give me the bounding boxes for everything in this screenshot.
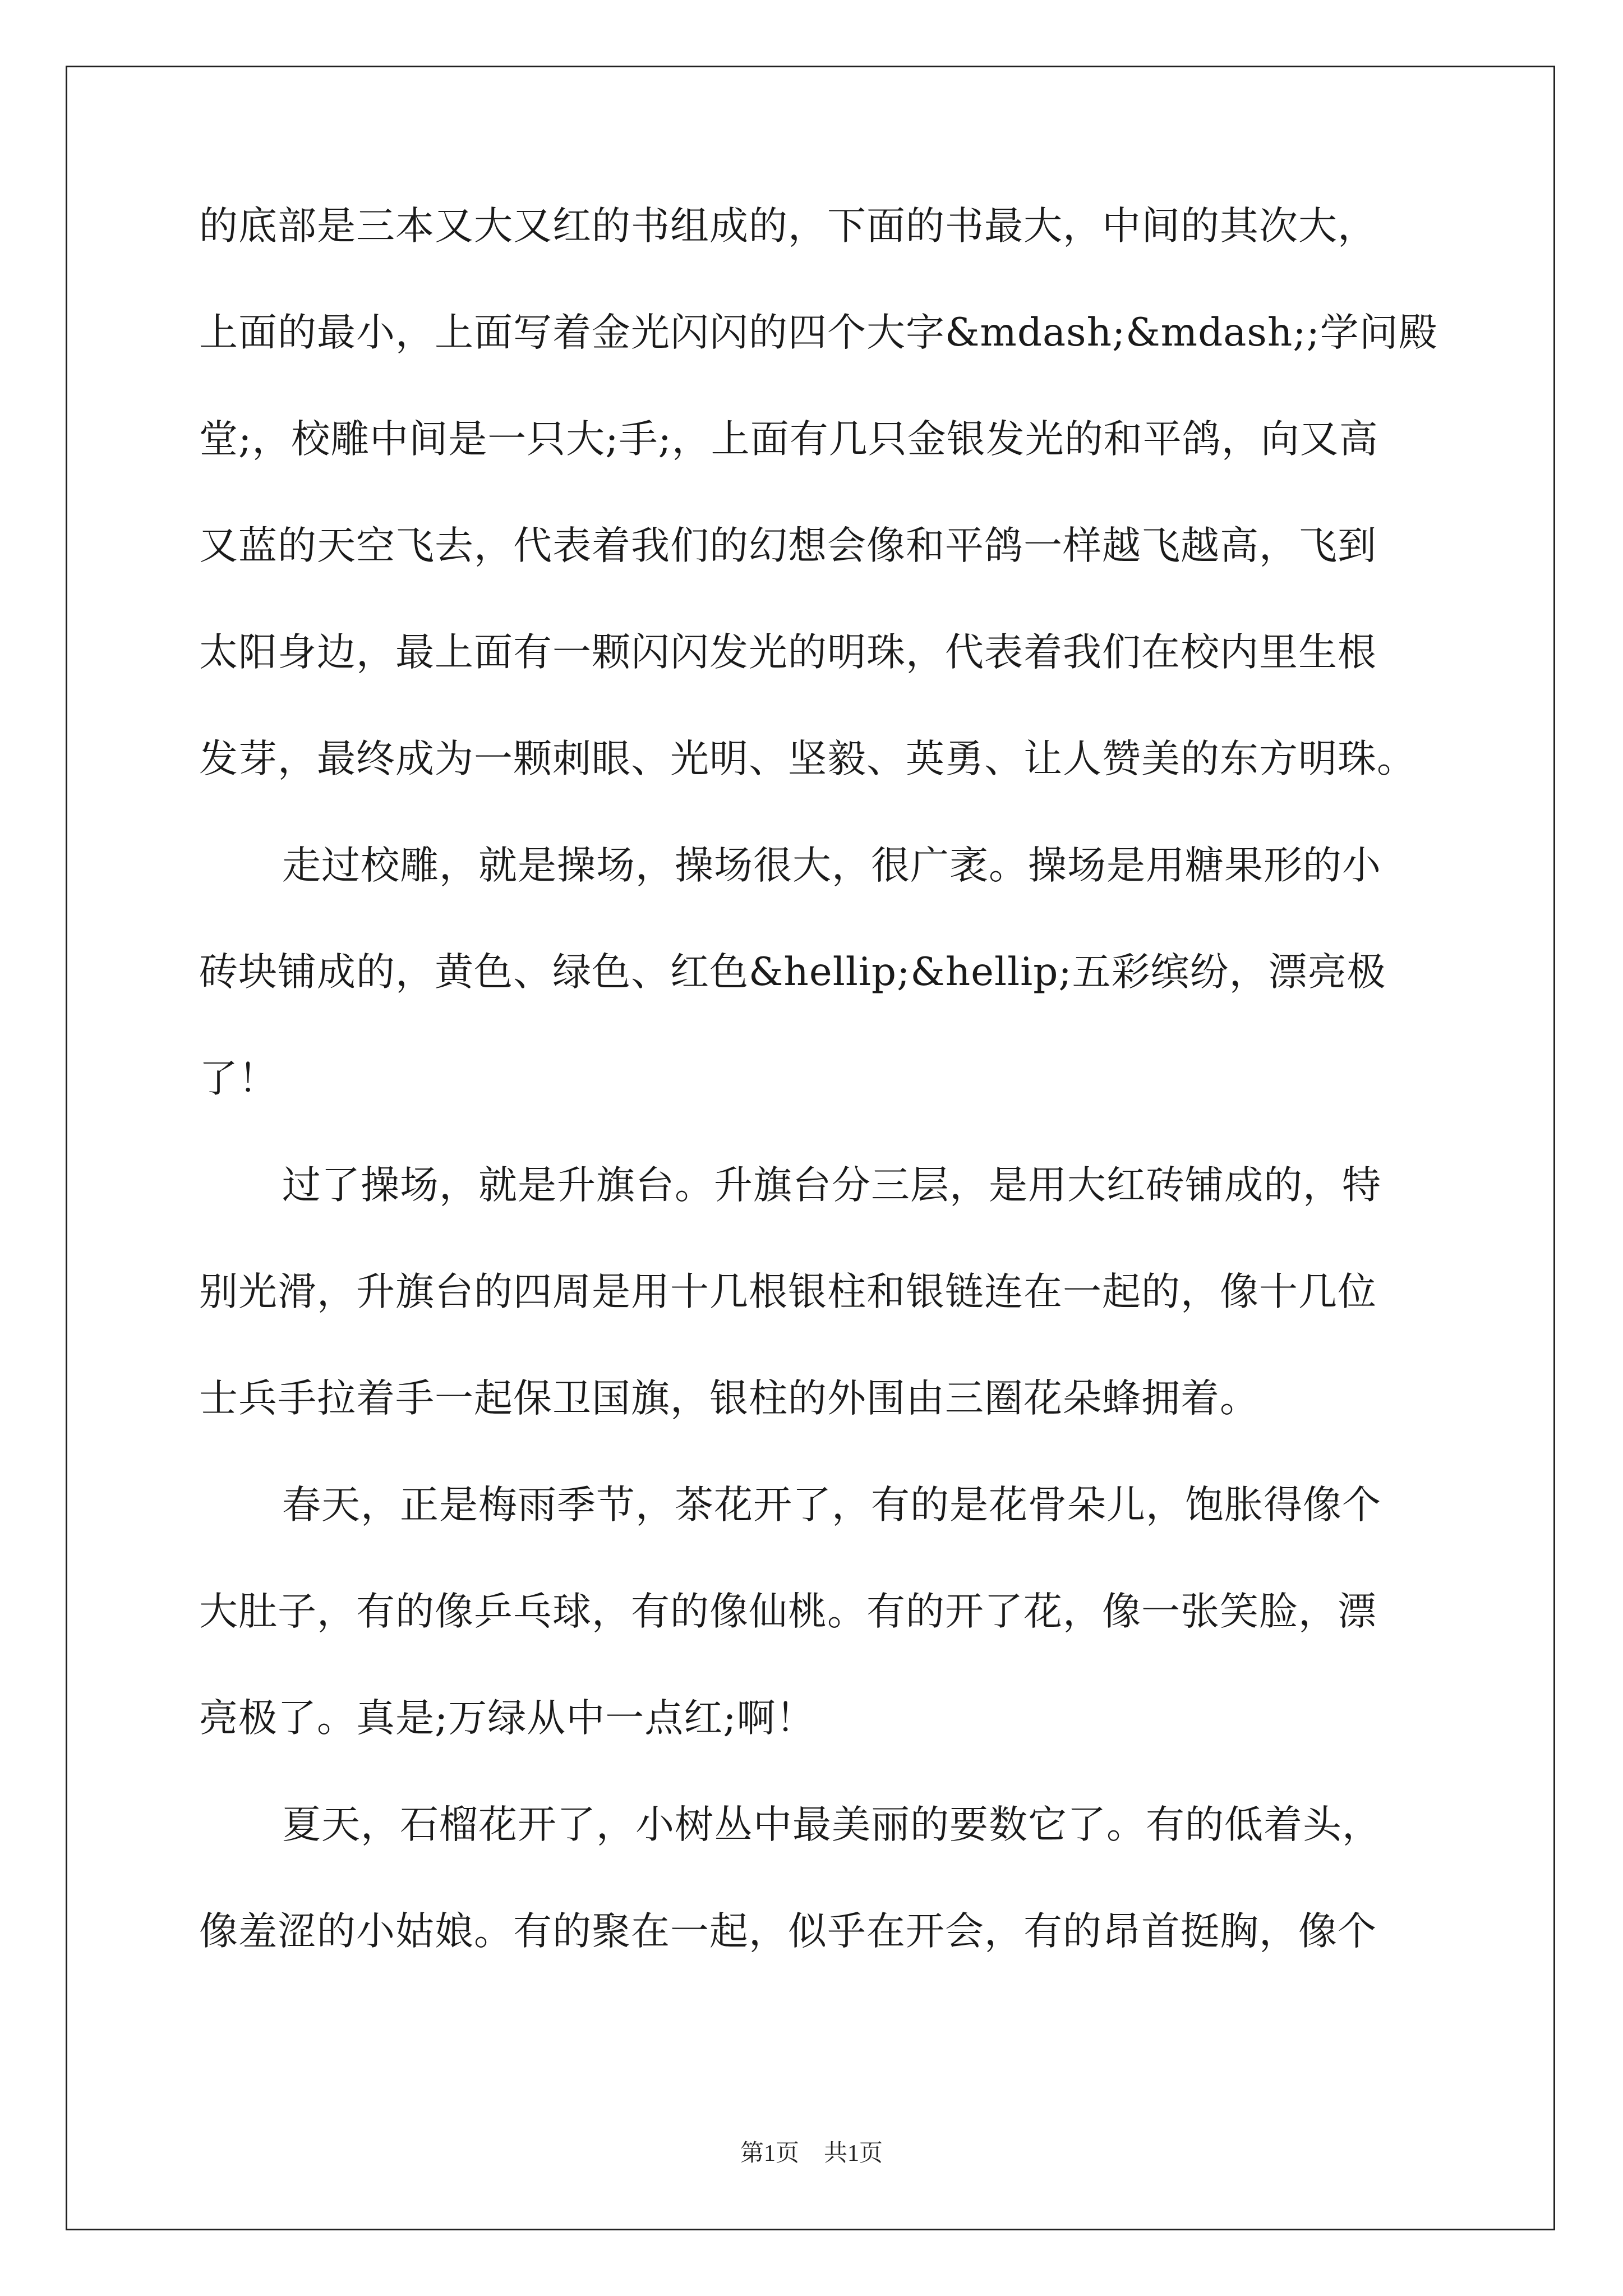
- text-line: 了！: [199, 1056, 278, 1101]
- text-line: 发芽，最终成为一颗刺眼、光明、坚毅、英勇、让人赞美的东方明珠。: [199, 737, 1416, 781]
- text-line: 的底部是三本又大又红的书组成的，下面的书最大，中间的其次大，: [199, 204, 1377, 249]
- text-line: 大肚子，有的像乒乓球，有的像仙桃。有的开了花，像一张笑脸，漂: [199, 1589, 1377, 1634]
- text-line: 太阳身边，最上面有一颗闪闪发光的明珠，代表着我们在校内里生根: [199, 630, 1377, 675]
- text-line: 又蓝的天空飞去，代表着我们的幻想会像和平鸽一样越飞越高，飞到: [199, 523, 1377, 568]
- page-number: 第1页: [740, 2141, 799, 2166]
- page-total: 共1页: [824, 2141, 883, 2166]
- page-footer: [0, 2134, 1623, 2173]
- text-line: 上面的最小，上面写着金光闪闪的四个大字&mdash;&mdash;;学问殿: [199, 310, 1438, 355]
- paragraph-start-line: 走过校雕，就是操场，操场很大，很广袤。操场是用糖果形的小: [282, 843, 1381, 888]
- text-line: 堂;，校雕中间是一只大;手;，上面有几只金银发光的和平鸽，向又高: [199, 417, 1378, 462]
- paragraph-start-line: 过了操场，就是升旗台。升旗台分三层，是用大红砖铺成的，特: [282, 1163, 1381, 1208]
- text-line: 砖块铺成的，黄色、绿色、红色&hellip;&hellip;五彩缤纷，漂亮极: [199, 950, 1386, 995]
- text-line: 像羞涩的小姑娘。有的聚在一起，似乎在开会，有的昂首挺胸，像个: [199, 1909, 1377, 1954]
- paragraph-start-line: 春天，正是梅雨季节，茶花开了，有的是花骨朵儿，饱胀得像个: [282, 1483, 1381, 1527]
- text-line: 亮极了。真是;万绿从中一点红;啊！: [199, 1696, 815, 1741]
- text-line: 士兵手拉着手一起保卫国旗，银柱的外围由三圈花朵蜂拥着。: [199, 1376, 1259, 1421]
- paragraph-start-line: 夏天，石榴花开了，小树丛中最美丽的要数它了。有的低着头，: [282, 1802, 1381, 1847]
- text-line: 别光滑，升旗台的四周是用十几根银柱和银链连在一起的，像十几位: [199, 1269, 1377, 1314]
